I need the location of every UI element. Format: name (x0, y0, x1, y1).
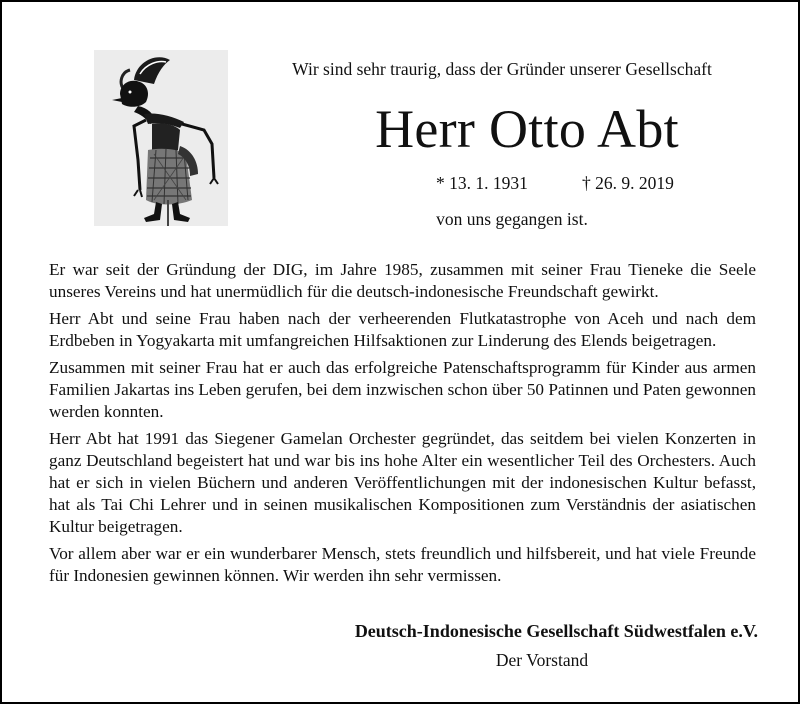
paragraph: Er war seit der Gründung der DIG, im Jahre 1985, zusammen mit seiner Frau Tieneke die Seele unseres Vereins und hat unermüdlich für die deutsch-indonesische Freundschaft gewirkt. (49, 260, 756, 301)
organization-signature: Deutsch-Indonesische Gesellschaft Südwestfalen e.V. (354, 621, 758, 641)
birth-date: * 13. 1. 1931 (436, 173, 528, 193)
paragraph: Herr Abt hat 1991 das Siegener Gamelan Orchester gegründet, das seitdem bei vielen Konzerten in ganz Deutschland begeistert hat und war bis ins hohe Alter ein wesentlicher Teil des Orchesters. Auch hat er sich in vielen Büchern und anderen Veröffentlichungen mit der indonesischen Kultur befasst, hat als Tai Chi Lehrer und in seinen musikalischen Kompositionen zum Verständnis der asiatischen Kultur beigetragen. (49, 429, 756, 536)
paragraph: Herr Abt und seine Frau haben nach der verheerenden Flutkatastrophe von Aceh und nach dem Erdbeben in Yogyakarta mit umfangreichen Hilfsaktionen zur Linderung des Elends beigetragen. (49, 309, 756, 350)
paragraph: Zusammen mit seiner Frau hat er auch das erfolgreiche Patenschaftsprogramm für Kinder aus armen Familien Jakartas ins Leben gerufen, bei dem inzwischen schon über 50 Patinnen und Paten gewonnen werden konnten. (49, 358, 756, 421)
board-signature: Der Vorstand (495, 650, 589, 670)
death-date: † 26. 9. 2019 (582, 173, 674, 193)
life-dates (252, 172, 772, 194)
passed-away-line: von uns gegangen ist. (436, 209, 588, 229)
wayang-shadow-puppet-icon (94, 50, 228, 226)
obituary-text (49, 259, 756, 592)
paragraph: Vor allem aber war er ein wunderbarer Mensch, stets freundlich und hilfsbereit, und hat viele Freunde für Indonesien gewinnen können. Wir werden ihn sehr vermissen. (49, 544, 756, 585)
intro-line: Wir sind sehr traurig, dass der Gründer unserer Gesellschaft (292, 59, 712, 79)
deceased-name: Herr Otto Abt (375, 99, 679, 159)
